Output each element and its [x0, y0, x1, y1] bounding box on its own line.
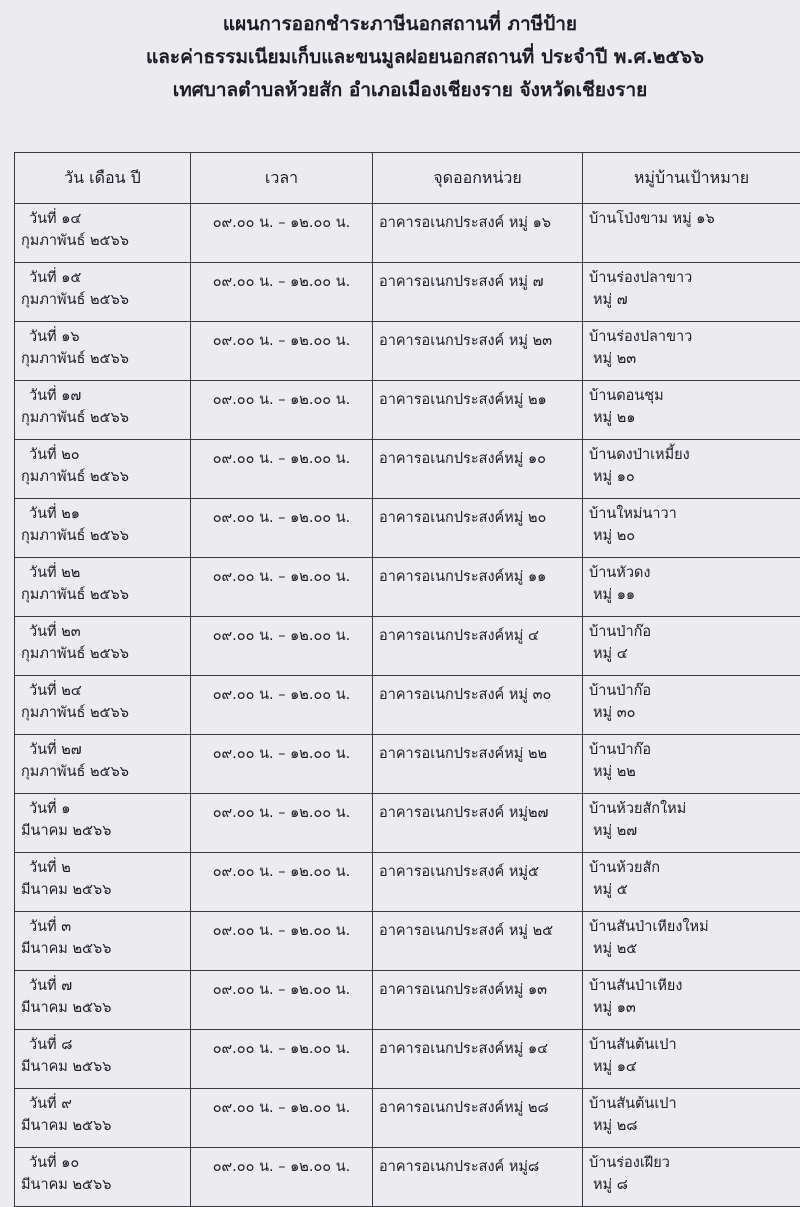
village-moo: หมู่ ๑๔: [589, 1056, 794, 1078]
time-cell: ๐๙.๐๐ น. – ๑๒.๐๐ น.: [191, 1089, 373, 1148]
table-row: [15, 735, 800, 794]
target-village-cell: [583, 1030, 800, 1089]
village-moo: หมู่ ๒๒: [589, 761, 794, 783]
month-year-text: มีนาคม ๒๕๖๖: [21, 938, 184, 960]
header-time: เวลา: [191, 153, 373, 204]
village-name: บ้านหัวดง: [589, 562, 794, 584]
header-location: จุดออกหน่วย: [373, 153, 583, 204]
location-cell: อาคารอเนกประสงค์หมู่ ๒๑: [373, 381, 583, 440]
table-row: [15, 558, 800, 617]
target-village-cell: [583, 322, 800, 381]
village-name: บ้านสันต้นเปา: [589, 1093, 794, 1115]
village-name: บ้านใหม่นาวา: [589, 503, 794, 525]
village-moo: หมู่ ๕: [589, 879, 794, 901]
month-year-text: มีนาคม ๒๕๖๖: [21, 820, 184, 842]
table-row: [15, 499, 800, 558]
target-village-cell: [583, 617, 800, 676]
location-cell: อาคารอเนกประสงค์ หมู่๒๗: [373, 794, 583, 853]
village-name: บ้านห้วยสักใหม่: [589, 798, 794, 820]
day-text: วันที่ ๓: [21, 916, 184, 938]
table-row: [15, 794, 800, 853]
location-cell: อาคารอเนกประสงค์หมู่ ๒๐: [373, 499, 583, 558]
schedule-body: [15, 204, 800, 1207]
village-moo: หมู่ ๑๐: [589, 466, 794, 488]
village-moo: หมู่ ๒๗: [589, 820, 794, 842]
date-cell: [15, 971, 191, 1030]
time-cell: ๐๙.๐๐ น. – ๑๒.๐๐ น.: [191, 617, 373, 676]
title-line-3: เทศบาลตำบลห้วยสัก อำเภอเมืองเชียงราย จังหวัดเชียงราย: [90, 74, 730, 107]
village-name: บ้านโป่งขาม หมู่ ๑๖: [589, 208, 794, 230]
date-cell: [15, 853, 191, 912]
time-cell: ๐๙.๐๐ น. – ๑๒.๐๐ น.: [191, 558, 373, 617]
document-title: [110, 8, 730, 107]
time-cell: ๐๙.๐๐ น. – ๑๒.๐๐ น.: [191, 853, 373, 912]
time-cell: ๐๙.๐๐ น. – ๑๒.๐๐ น.: [191, 440, 373, 499]
village-moo: หมู่ ๑๑: [589, 584, 794, 606]
target-village-cell: [583, 440, 800, 499]
time-cell: ๐๙.๐๐ น. – ๑๒.๐๐ น.: [191, 676, 373, 735]
village-moo: หมู่ ๒๕: [589, 938, 794, 960]
table-row: [15, 263, 800, 322]
location-cell: อาคารอเนกประสงค์ หมู่ ๓๐: [373, 676, 583, 735]
table-row: [15, 853, 800, 912]
month-year-text: มีนาคม ๒๕๖๖: [21, 1174, 184, 1196]
location-cell: อาคารอเนกประสงค์ หมู่๘: [373, 1148, 583, 1207]
day-text: วันที่ ๑: [21, 798, 184, 820]
month-year-text: กุมภาพันธ์ ๒๕๖๖: [21, 289, 184, 311]
month-year-text: มีนาคม ๒๕๖๖: [21, 879, 184, 901]
month-year-text: กุมภาพันธ์ ๒๕๖๖: [21, 466, 184, 488]
time-cell: ๐๙.๐๐ น. – ๑๒.๐๐ น.: [191, 322, 373, 381]
month-year-text: กุมภาพันธ์ ๒๕๖๖: [21, 407, 184, 429]
title-line-1: แผนการออกชำระภาษีนอกสถานที่ ภาษีป้าย: [70, 8, 730, 41]
table-row: [15, 676, 800, 735]
table-row: [15, 912, 800, 971]
location-cell: อาคารอเนกประสงค์หมู่ ๑๐: [373, 440, 583, 499]
title-line-2: และค่าธรรมเนียมเก็บและขนมูลฝอยนอกสถานที่ ประจำปี พ.ศ.๒๕๖๖: [120, 41, 730, 74]
village-name: บ้านร่องปลาขาว: [589, 326, 794, 348]
location-cell: อาคารอเนกประสงค์หมู่ ๔: [373, 617, 583, 676]
date-cell: [15, 440, 191, 499]
village-name: บ้านสันป่าเหียง: [589, 975, 794, 997]
month-year-text: มีนาคม ๒๕๖๖: [21, 1115, 184, 1137]
day-text: วันที่ ๒: [21, 857, 184, 879]
month-year-text: มีนาคม ๒๕๖๖: [21, 1056, 184, 1078]
header-date: วัน เดือน ปี: [15, 153, 191, 204]
target-village-cell: [583, 853, 800, 912]
time-cell: ๐๙.๐๐ น. – ๑๒.๐๐ น.: [191, 735, 373, 794]
village-moo: หมู่ ๗: [589, 289, 794, 311]
location-cell: อาคารอเนกประสงค์หมู่ ๒๒: [373, 735, 583, 794]
village-moo: หมู่ ๒๘: [589, 1115, 794, 1137]
day-text: วันที่ ๒๔: [21, 680, 184, 702]
day-text: วันที่ ๒๒: [21, 562, 184, 584]
day-text: วันที่ ๘: [21, 1034, 184, 1056]
target-village-cell: [583, 558, 800, 617]
time-cell: ๐๙.๐๐ น. – ๑๒.๐๐ น.: [191, 381, 373, 440]
month-year-text: กุมภาพันธ์ ๒๕๖๖: [21, 643, 184, 665]
day-text: วันที่ ๑๔: [21, 208, 184, 230]
target-village-cell: [583, 381, 800, 440]
table-row: [15, 617, 800, 676]
location-cell: อาคารอเนกประสงค์ หมู่๕: [373, 853, 583, 912]
day-text: วันที่ ๑๖: [21, 326, 184, 348]
month-year-text: กุมภาพันธ์ ๒๕๖๖: [21, 584, 184, 606]
location-cell: อาคารอเนกประสงค์หมู่ ๑๔: [373, 1030, 583, 1089]
date-cell: [15, 1030, 191, 1089]
day-text: วันที่ ๒๐: [21, 444, 184, 466]
location-cell: อาคารอเนกประสงค์หมู่ ๒๘: [373, 1089, 583, 1148]
date-cell: [15, 1089, 191, 1148]
village-name: บ้านห้วยสัก: [589, 857, 794, 879]
village-moo: หมู่ ๑๓: [589, 997, 794, 1019]
village-moo: หมู่ ๒๐: [589, 525, 794, 547]
date-cell: [15, 204, 191, 263]
village-name: บ้านร่องปลาขาว: [589, 267, 794, 289]
village-moo: หมู่ ๒๓: [589, 348, 794, 370]
target-village-cell: [583, 971, 800, 1030]
schedule-table: [14, 152, 800, 1207]
village-moo: หมู่ ๒๑: [589, 407, 794, 429]
date-cell: [15, 794, 191, 853]
target-village-cell: [583, 1089, 800, 1148]
date-cell: [15, 322, 191, 381]
village-moo: หมู่ ๔: [589, 643, 794, 665]
table-row: [15, 1148, 800, 1207]
table-row: [15, 971, 800, 1030]
day-text: วันที่ ๑๕: [21, 267, 184, 289]
target-village-cell: [583, 676, 800, 735]
village-moo: หมู่ ๓๐: [589, 702, 794, 724]
date-cell: [15, 912, 191, 971]
village-moo: หมู่ ๘: [589, 1174, 794, 1196]
target-village-cell: [583, 1148, 800, 1207]
day-text: วันที่ ๙: [21, 1093, 184, 1115]
target-village-cell: [583, 499, 800, 558]
time-cell: ๐๙.๐๐ น. – ๑๒.๐๐ น.: [191, 1148, 373, 1207]
table-row: [15, 204, 800, 263]
target-village-cell: [583, 912, 800, 971]
table-header-row: [15, 153, 800, 204]
day-text: วันที่ ๒๓: [21, 621, 184, 643]
village-name: บ้านป่าก๊อ: [589, 680, 794, 702]
target-village-cell: [583, 735, 800, 794]
day-text: วันที่ ๑๐: [21, 1152, 184, 1174]
table-row: [15, 440, 800, 499]
table-row: [15, 381, 800, 440]
date-cell: [15, 558, 191, 617]
month-year-text: กุมภาพันธ์ ๒๕๖๖: [21, 761, 184, 783]
month-year-text: กุมภาพันธ์ ๒๕๖๖: [21, 230, 184, 252]
village-name: บ้านดอนชุม: [589, 385, 794, 407]
time-cell: ๐๙.๐๐ น. – ๑๒.๐๐ น.: [191, 263, 373, 322]
month-year-text: กุมภาพันธ์ ๒๕๖๖: [21, 348, 184, 370]
time-cell: ๐๙.๐๐ น. – ๑๒.๐๐ น.: [191, 1030, 373, 1089]
target-village-cell: [583, 204, 800, 263]
village-name: บ้านดงป่าเหมี้ยง: [589, 444, 794, 466]
location-cell: อาคารอเนกประสงค์ หมู่ ๒๓: [373, 322, 583, 381]
time-cell: ๐๙.๐๐ น. – ๑๒.๐๐ น.: [191, 971, 373, 1030]
time-cell: ๐๙.๐๐ น. – ๑๒.๐๐ น.: [191, 912, 373, 971]
month-year-text: กุมภาพันธ์ ๒๕๖๖: [21, 702, 184, 724]
time-cell: ๐๙.๐๐ น. – ๑๒.๐๐ น.: [191, 794, 373, 853]
month-year-text: มีนาคม ๒๕๖๖: [21, 997, 184, 1019]
village-name: บ้านสันป่าเหียงใหม่: [589, 916, 794, 938]
day-text: วันที่ ๒๗: [21, 739, 184, 761]
location-cell: อาคารอเนกประสงค์ หมู่ ๗: [373, 263, 583, 322]
day-text: วันที่ ๒๑: [21, 503, 184, 525]
location-cell: อาคารอเนกประสงค์หมู่ ๑๑: [373, 558, 583, 617]
day-text: วันที่ ๑๗: [21, 385, 184, 407]
village-name: บ้านร่องเฝียว: [589, 1152, 794, 1174]
time-cell: ๐๙.๐๐ น. – ๑๒.๐๐ น.: [191, 204, 373, 263]
village-name: บ้านสันต้นเปา: [589, 1034, 794, 1056]
location-cell: อาคารอเนกประสงค์ หมู่ ๑๖: [373, 204, 583, 263]
date-cell: [15, 676, 191, 735]
day-text: วันที่ ๗: [21, 975, 184, 997]
date-cell: [15, 263, 191, 322]
table-row: [15, 322, 800, 381]
location-cell: อาคารอเนกประสงค์ หมู่ ๒๕: [373, 912, 583, 971]
table-row: [15, 1030, 800, 1089]
village-name: บ้านป่าก๊อ: [589, 621, 794, 643]
time-cell: ๐๙.๐๐ น. – ๑๒.๐๐ น.: [191, 499, 373, 558]
location-cell: อาคารอเนกประสงค์หมู่ ๑๓: [373, 971, 583, 1030]
date-cell: [15, 735, 191, 794]
village-name: บ้านป่าก๊อ: [589, 739, 794, 761]
target-village-cell: [583, 263, 800, 322]
header-target-village: หมู่บ้านเป้าหมาย: [583, 153, 800, 204]
month-year-text: กุมภาพันธ์ ๒๕๖๖: [21, 525, 184, 547]
date-cell: [15, 1148, 191, 1207]
date-cell: [15, 617, 191, 676]
table-row: [15, 1089, 800, 1148]
date-cell: [15, 381, 191, 440]
target-village-cell: [583, 794, 800, 853]
date-cell: [15, 499, 191, 558]
